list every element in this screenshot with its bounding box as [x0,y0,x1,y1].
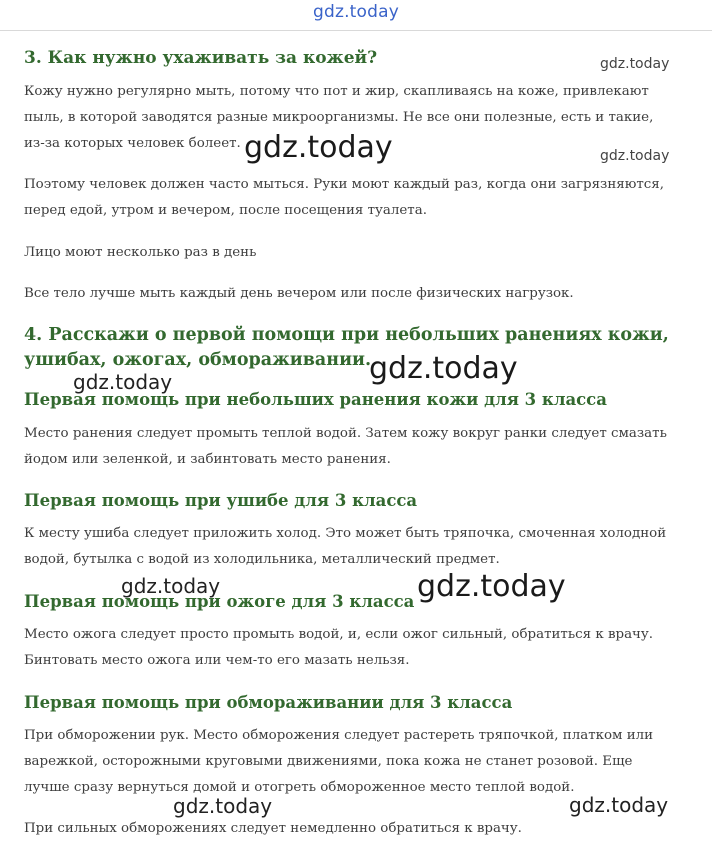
section-3-paragraph-1-line-3: из-за которых человек болеет. [24,136,241,151]
header-divider [0,30,712,31]
bruise-text-line-2: водой, бутылка с водой из холодильника, металлический предмет. [24,552,500,567]
bruise-text-line-1: К месту ушиба следует приложить холод. Это может быть тряпочка, смоченная холодной [24,526,667,541]
section-3-paragraph-1-line-1: Кожу нужно регулярно мыть, потому что пот и жир, скапливаясь на коже, привлекают [24,84,649,99]
section-3-paragraph-2-line-2: перед едой, утром и вечером, после посещения туалета. [24,203,427,218]
bruise-heading: Первая помощь при ушибе для 3 класса [24,491,418,510]
burn-text-line-2: Бинтовать место ожога или чем-то его мазать нельзя. [24,653,410,668]
watermark: gdz.today [569,793,669,817]
burn-heading: Первая помощь при ожоге для 3 класса [24,592,415,611]
watermark: gdz.today [73,370,173,394]
burn-text-line-1: Место ожога следует просто промыть водой, и, если ожог сильный, обратиться к врачу. [24,627,654,642]
watermark: gdz.today [173,794,273,818]
section-3-paragraph-1-line-2: пыль, в которой заводятся разные микроорганизмы. Не все они полезные, есть и такие, [24,110,654,125]
frostbite-text-line-3: лучше сразу вернуться домой и отогреть обмороженное место теплой водой. [24,780,575,795]
section-4-heading-line-2: ушибах, ожогах, обмораживании. [24,350,372,370]
watermark: gdz.today [600,148,670,164]
wounds-heading: Первая помощь при небольших ранения кожи для 3 класса [24,390,607,409]
watermark: gdz.today [417,569,566,604]
section-3-paragraph-4: Все тело лучше мыть каждый день вечером или после физических нагрузок. [24,286,574,301]
watermark: gdz.today [244,130,393,165]
watermark: gdz.today [369,351,518,386]
watermark: gdz.today [600,56,670,72]
wounds-text-line-2: йодом или зеленкой, и забинтовать место ранения. [24,452,391,467]
section-3-paragraph-3: Лицо моют несколько раз в день [24,245,257,260]
frostbite-text-line-1: При обморожении рук. Место обморожения следует растереть тряпочкой, платком или [24,728,654,743]
section-3-heading: 3. Как нужно ухаживать за кожей? [24,48,378,68]
frostbite-heading: Первая помощь при обмораживании для 3 класса [24,693,513,712]
frostbite-text-line-4: При сильных обморожениях следует немедленно обратиться к врачу. [24,821,522,836]
section-4-heading-line-1: 4. Расскажи о первой помощи при небольших ранениях кожи, [24,325,669,345]
frostbite-text-line-2: варежкой, осторожными круговыми движениями, пока кожа не станет розовой. Еще [24,754,633,769]
wounds-text-line-1: Место ранения следует промыть теплой водой. Затем кожу вокруг ранки следует смазать [24,426,667,441]
watermark: gdz.today [121,574,221,598]
site-logo[interactable]: gdz.today [312,2,400,22]
section-3-paragraph-2-line-1: Поэтому человек должен часто мыться. Руки моют каждый раз, когда они загрязняются, [24,177,664,192]
